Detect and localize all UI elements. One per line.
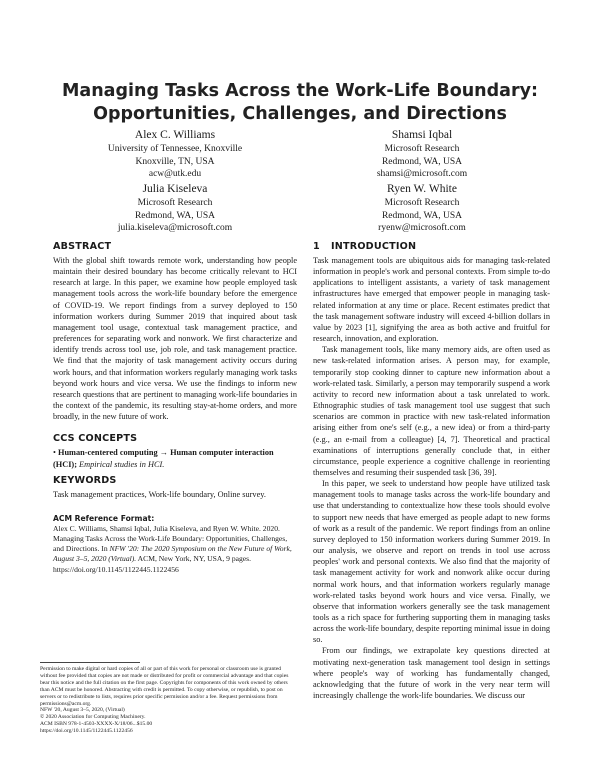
right-column	[313, 240, 550, 701]
abstract-text: With the global shift towards remote work, understanding how people maintain their desired boundary has become critically relevant to HCI research at large. In this paper, we examine how people employed task management tools across the work-life boundary before the emergence of COVID-19. We report findings from a survey deployed to 150 information workers during Summer 2019 that inquired about task management tool usage, contextual task management practice, and preferences for separating work and nonwork. We first characterize and identify trends across tool use, job role, and task management practice. We find that the majority of task management activity occurs during work hours, and that information workers regularly managing work tasks beyond work hours and vice versa. We use the findings to inform new research questions that are pertinent to managing work-life boundaries in the context of the pandemic, its resulting stay-at-home orders, and more broadly, in the new future of work.	[53, 256, 297, 422]
section-number: 1	[313, 241, 320, 252]
ccs-bullet: •	[53, 448, 56, 458]
author-name: Julia Kiseleva	[142, 183, 208, 195]
permission-footnote	[40, 662, 290, 735]
reference-authors: Alex C. Williams, Shamsi Iqbal, Julia Kiseleva, and Ryen W. White. 2020. Managing Tasks Across the Work-Life Boundary: Opportunities, Challenges, and Directions. In	[53, 523, 288, 554]
ccs-concepts	[53, 447, 297, 469]
author-location: Redmond, WA, USA	[134, 210, 216, 221]
reference-venue: NFW '20: The 2020 Symposium on the New Future of Work, August 3–5, 2020 (Virtual).	[53, 544, 292, 564]
author-affiliation: Microsoft Research	[384, 144, 460, 154]
author-email: acw@utk.edu	[148, 169, 202, 179]
footnote-rule	[40, 662, 140, 663]
author-affiliation: University of Tennessee, Knoxville	[107, 144, 243, 154]
intro-paragraph: From our findings, we extrapolate key questions directed at motivating next-generation task management tool design in settings where people's way of working has fundamentally changed, acknowledging that the future of work in the very near term will increasingly challenge the work-life boundaries. We discuss our	[313, 646, 550, 701]
author-location: Redmond, WA, USA	[381, 210, 463, 221]
author-name: Shamsi Iqbal	[391, 129, 453, 141]
reference-heading: ACM Reference Format:	[53, 513, 155, 523]
author-name: Alex C. Williams	[134, 129, 216, 141]
author-block	[322, 128, 522, 181]
ccs-heading: CCS CONCEPTS	[53, 433, 138, 445]
author-name: Ryen W. White	[387, 183, 457, 195]
author-block	[322, 182, 522, 235]
ccs-concept: Human-centered computing → Human computer interaction (HCI);	[53, 448, 274, 469]
intro-paragraph: Task management tools, like many memory aids, are often used as new task-related information arises. A person may, for example, temporarily stop cooking dinner to capture new information about a work-related task. Similarly, a person may temporarily suspend a work activity to record new information about a task unrelated to work. Ethnographic studies of task management tool use suggest that such scenarios are common in practice with new task-related information arising either from one's self (e.g., a new idea) or from a third-party (e.g., an e-mail from a colleague) [4, 7]. Theoretical and practical examinations of interruptions generally conclude that, in either circumstance, people experience a cognitive challenge in reorienting themselves and resuming their suspended task [36, 39].	[313, 345, 550, 477]
author-email: shamsi@microsoft.com	[376, 169, 468, 179]
author-block	[75, 182, 275, 235]
ccs-subconcept: Empirical studies in HCI.	[79, 459, 165, 469]
author-location: Knoxville, TN, USA	[135, 156, 215, 167]
title-line-1: Managing Tasks Across the Work-Life Boundary:	[61, 81, 539, 101]
reference-body	[53, 524, 297, 575]
permission-text: Permission to make digital or hard copies of all or part of this work for personal or classroom use is granted without fee provided that copies are not made or distributed for profit or commercial advantage and that copies bear this notice and the full citation on the first page. Copyrights for components of this work owned by others than ACM must be honored. Abstracting with credit is permitted. To copy otherwise, or republish, to post on servers or to redistribute to lists, requires prior specific permission and/or a fee. Request permissions from permissions@acm.org.	[40, 666, 289, 707]
footnote-doi: https://doi.org/10.1145/1122445.1122456	[40, 728, 133, 735]
intro-paragraph: In this paper, we seek to understand how people have utilized task management tools to manage tasks across the work-life boundary and use that understanding to contextualize how these tools should evolve to support new needs that have emerged as people adapt to new forms of work as a result of the pandemic. We report findings from an online survey deployed to 150 information workers during Summer 2019. In our analysis, we observe and report on trends in tool use across peoples' work and personal contexts. We also find that the majority of task management activity for work and nonwork alike occur during normal work hours, and that information workers regularly manage work-related tasks beyond work hours and vice versa. Finally, we observe that information workers generally see the task management tools as a rich space for furthering supporting them in managing tasks across the work-life boundary, despite reporting minimal issue in doing so.	[313, 479, 550, 645]
left-column	[53, 240, 297, 575]
author-affiliation: Microsoft Research	[384, 198, 460, 208]
introduction-heading	[313, 240, 550, 253]
acm-reference	[53, 513, 297, 575]
keywords-heading: KEYWORDS	[53, 474, 117, 486]
section-title: INTRODUCTION	[331, 241, 417, 252]
title-line-2: Opportunities, Challenges, and Directions	[93, 104, 507, 124]
footnote-copyright: © 2020 Association for Computing Machinery.	[40, 714, 146, 721]
author-affiliation: Microsoft Research	[137, 198, 213, 208]
author-email: ryenw@microsoft.com	[378, 223, 466, 233]
author-block	[75, 128, 275, 181]
keywords-text: Task management practices, Work-life boundary, Online survey.	[53, 489, 266, 499]
paper-title	[40, 80, 560, 126]
abstract-heading: ABSTRACT	[53, 241, 112, 252]
footnote-isbn: ACM ISBN 978-1-4503-XXXX-X/18/06...$15.00	[40, 721, 153, 728]
footnote-venue: NFW '20, August 3–5, 2020, (Virtual)	[40, 707, 125, 714]
intro-paragraph: Task management tools are ubiquitous aids for managing task-related information in people's work and personal contexts. From simple to-do applications to intelligent assistants, a variety of task management infrastructures have emerged that empower people in managing task-related information at any time or place. Recent estimates predict that the task management software industry will exceed 4-billion dollars in value by 2023 [1], signifying the area as both active and fruitful for research, innovation, and exploration.	[313, 256, 550, 344]
author-location: Redmond, WA, USA	[381, 156, 463, 167]
reference-doi: ACM, New York, NY, USA, 9 pages. https://doi.org/10.1145/1122445.1122456	[53, 554, 252, 574]
author-email: julia.kiseleva@microsoft.com	[117, 223, 233, 233]
